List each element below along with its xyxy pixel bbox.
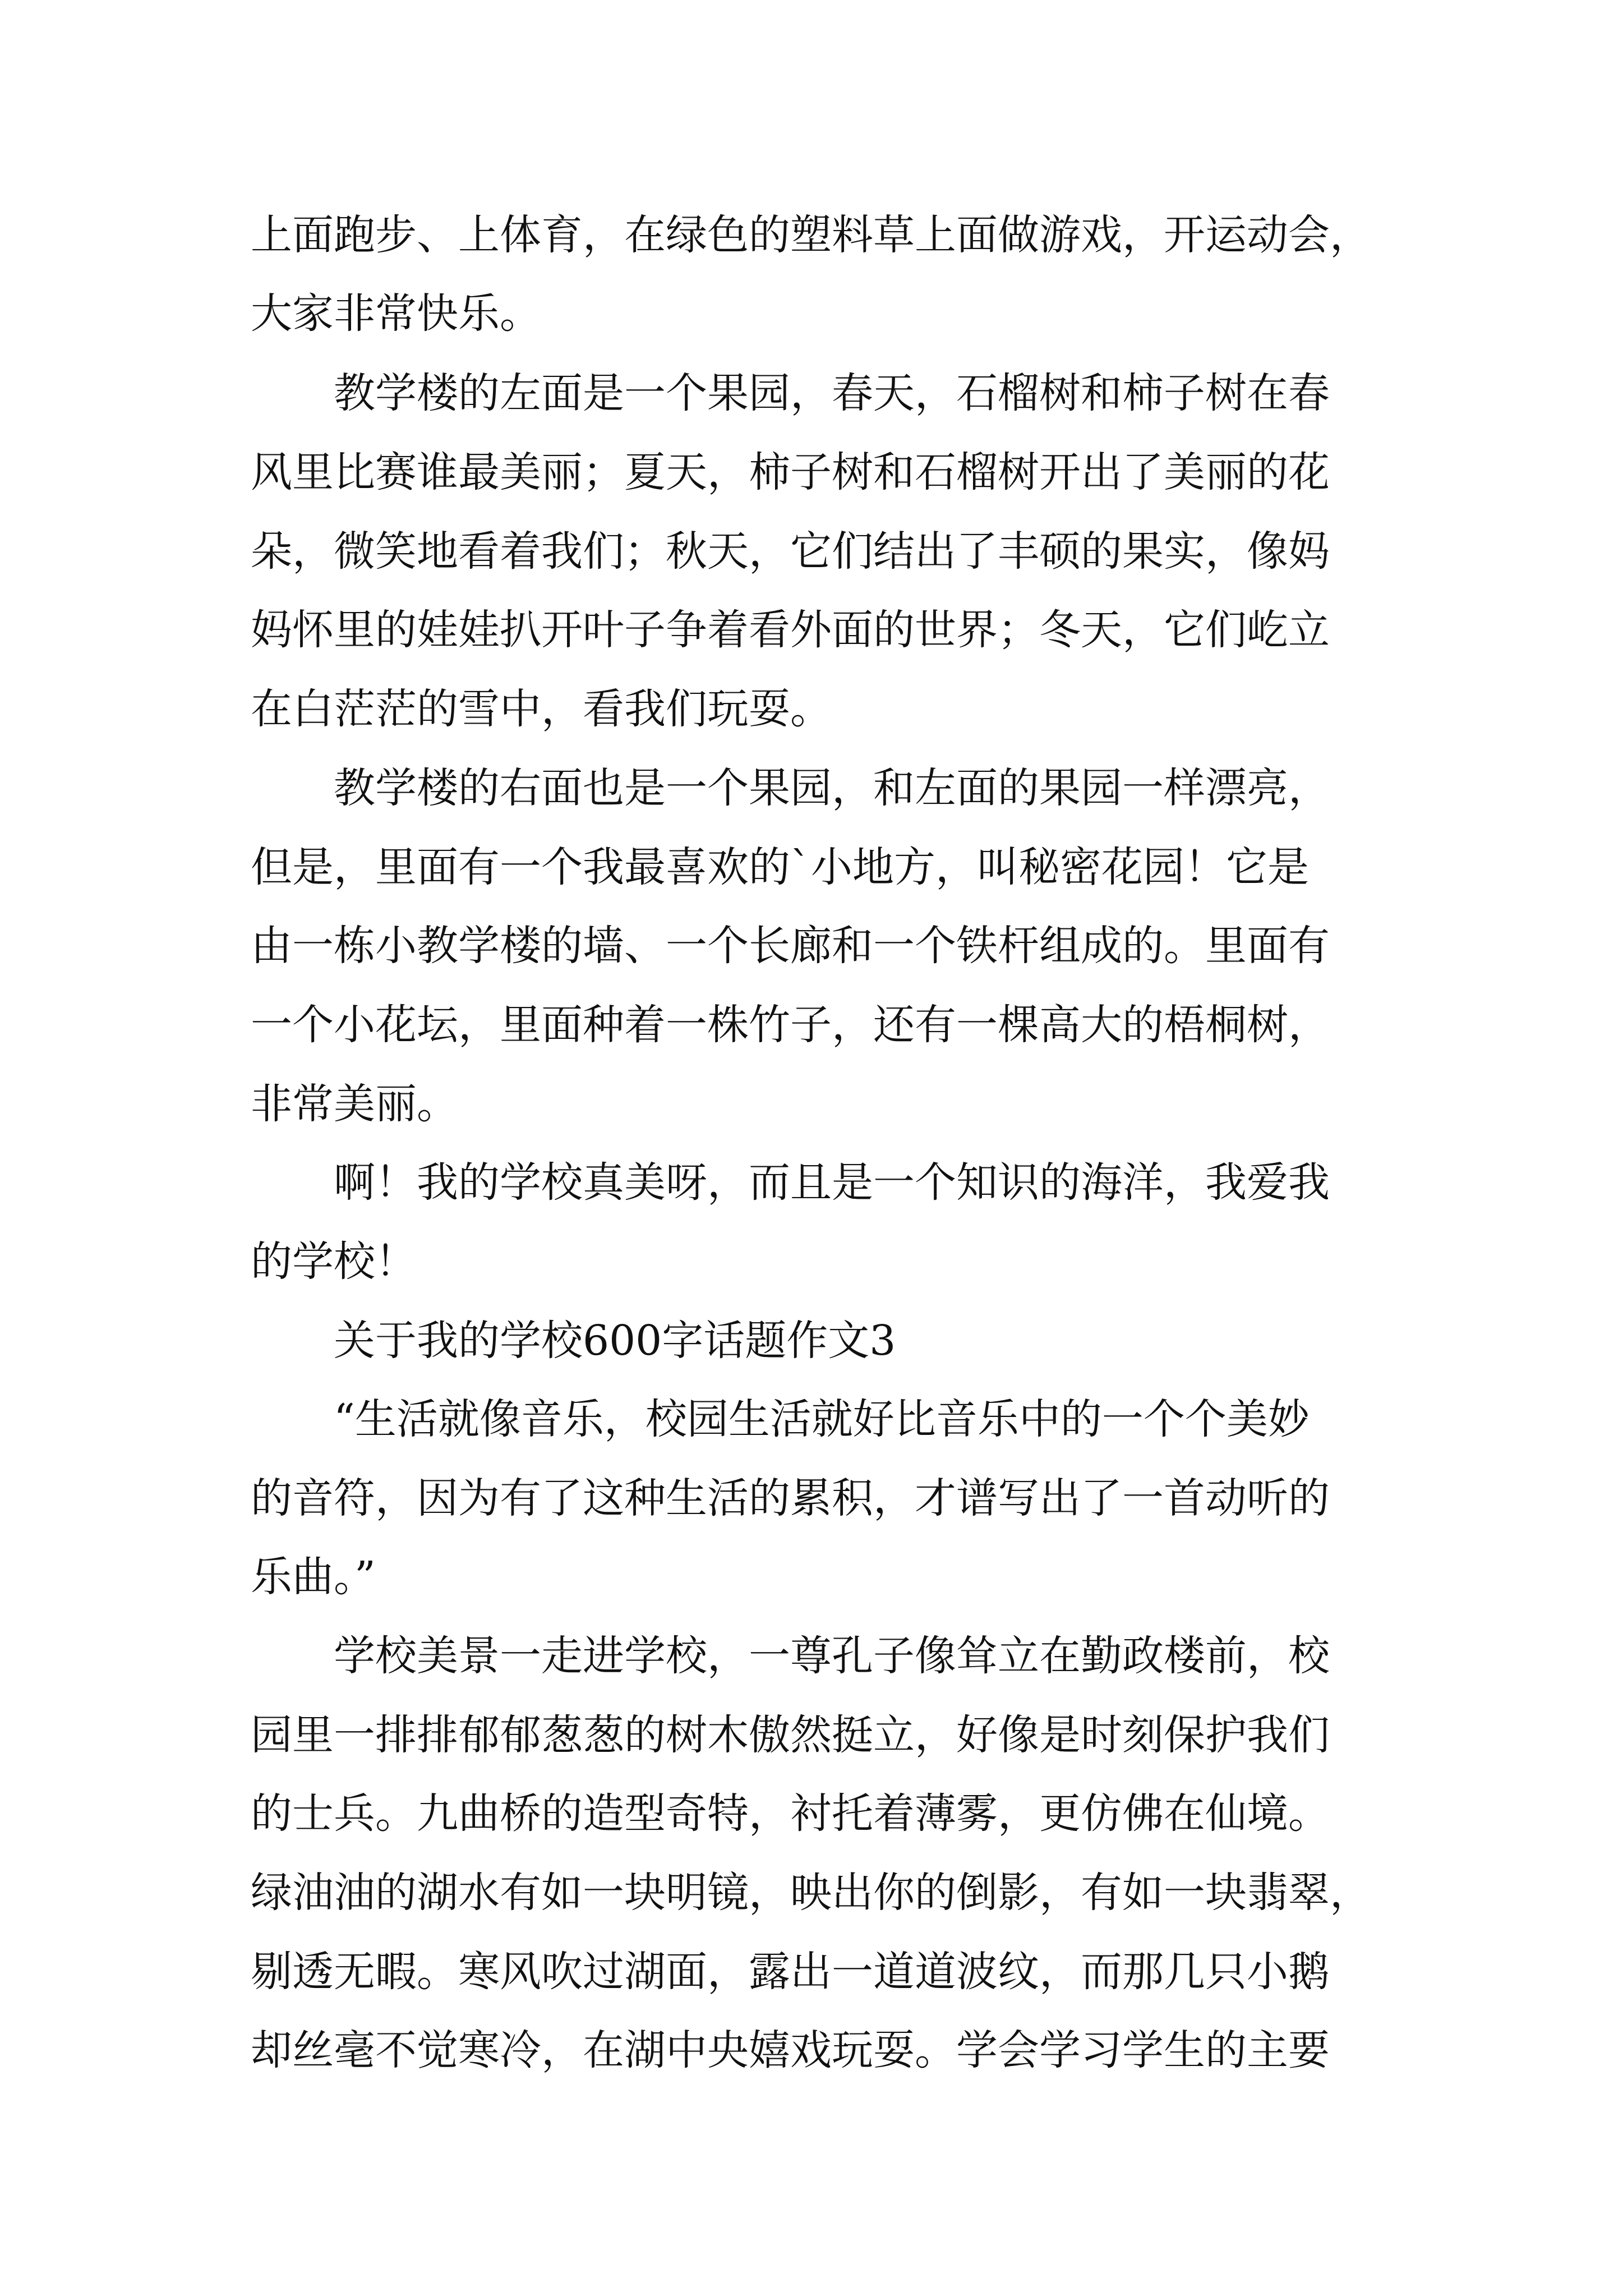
text-line-20: 园里一排排郁郁葱葱的树木傲然挺立，好像是时刻保护我们 <box>251 1711 1330 1759</box>
text-line-7: 在白茫茫的雪中，看我们玩耍。 <box>251 685 832 733</box>
text-line-2: 大家非常快乐。 <box>251 289 541 338</box>
text-line-19: 学校美景一走进学校，一尊孔子像耸立在勤政楼前，校 <box>334 1632 1330 1680</box>
text-line-1: 上面跑步、上体育，在绿色的塑料草上面做游戏，开运动会， <box>251 211 1371 259</box>
text-line-12: 非常美丽。 <box>251 1080 458 1128</box>
text-line-5: 朵，微笑地看着我们；秋天，它们结出了丰硕的果实，像妈 <box>251 527 1330 576</box>
text-line-6: 妈怀里的娃娃扒开叶子争着看外面的世界；冬天，它们屹立 <box>251 606 1330 654</box>
text-line-17: 的音符，因为有了这种生活的累积，才谱写出了一首动听的 <box>251 1474 1330 1522</box>
text-line-8: 教学楼的右面也是一个果园，和左面的果园一样漂亮， <box>334 764 1330 812</box>
text-line-10: 由一栋小教学楼的墙、一个长廊和一个铁杆组成的。里面有 <box>251 922 1330 970</box>
text-line-16: “生活就像音乐，校园生活就好比音乐中的一个个美妙 <box>334 1395 1310 1443</box>
text-line-4: 风里比赛谁最美丽；夏天，柿子树和石榴树开出了美丽的花 <box>251 448 1330 496</box>
text-line-9: 但是，里面有一个我最喜欢的`小地方，叫秘密花园！它是 <box>251 843 1309 891</box>
text-line-18: 乐曲。” <box>251 1553 376 1601</box>
text-line-24: 却丝毫不觉寒冷，在湖中央嬉戏玩耍。学会学习学生的主要 <box>251 2026 1330 2074</box>
text-line-23: 剔透无暇。寒风吹过湖面，露出一道道波纹，而那几只小鹅 <box>251 1948 1330 1996</box>
text-line-22: 绿油油的湖水有如一块明镜，映出你的倒影，有如一块翡翠， <box>251 1869 1371 1917</box>
text-line-14: 的学校！ <box>251 1237 417 1286</box>
text-line-13: 啊！我的学校真美呀，而且是一个知识的海洋，我爱我 <box>334 1158 1330 1207</box>
text-line-3: 教学楼的左面是一个果园，春天，石榴树和柿子树在春 <box>334 369 1330 417</box>
text-line-21: 的士兵。九曲桥的造型奇特，衬托着薄雾，更仿佛在仙境。 <box>251 1789 1330 1838</box>
text-line-11: 一个小花坛，里面种着一株竹子，还有一棵高大的梧桐树， <box>251 1001 1330 1049</box>
section-heading: 关于我的学校600字话题作文3 <box>334 1317 896 1365</box>
